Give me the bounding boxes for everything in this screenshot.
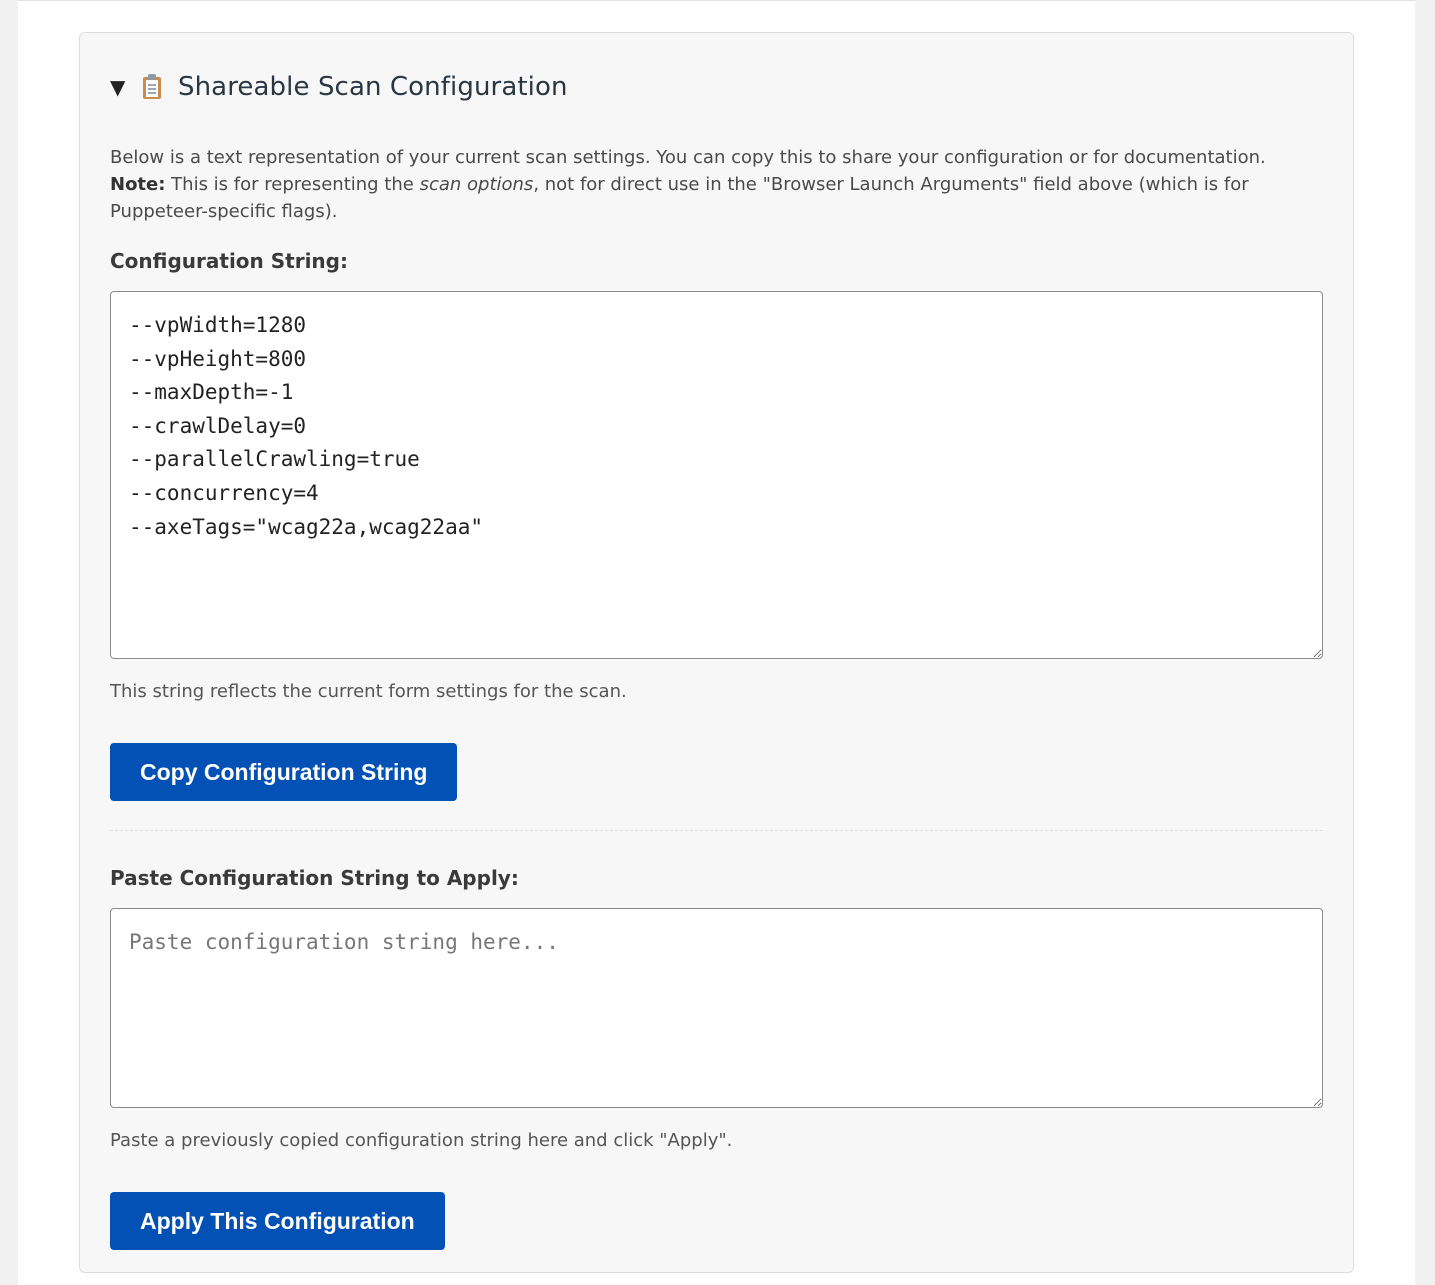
page: [18, 0, 1415, 1285]
apply-config-button[interactable]: Apply This Configuration: [110, 1192, 445, 1250]
section-description: [110, 144, 1325, 225]
section-summary-toggle[interactable]: [110, 69, 568, 105]
description-text: , not for direct use in the "Browser Launch Arguments" field above (which is for Puppeteer-specific flags).: [110, 174, 1249, 222]
description-text: Below is a text representation of your current scan settings. You can copy this to share your configuration or for documentation.: [110, 147, 1266, 168]
description-emphasis: scan options: [419, 174, 534, 195]
description-text: This is for representing the: [165, 174, 420, 195]
paste-config-label: Paste Configuration String to Apply:: [110, 866, 519, 890]
copy-config-button[interactable]: Copy Configuration String: [110, 743, 457, 801]
config-string-help: This string reflects the current form settings for the scan.: [110, 681, 627, 702]
section-title: Shareable Scan Configuration: [178, 72, 568, 102]
note-label: Note:: [110, 174, 166, 195]
config-string-textarea[interactable]: [110, 291, 1323, 659]
paste-config-textarea[interactable]: [110, 908, 1323, 1108]
divider: [110, 830, 1323, 831]
paste-config-help: Paste a previously copied configuration string here and click "Apply".: [110, 1130, 733, 1151]
config-string-label: Configuration String:: [110, 249, 348, 273]
config-details-panel: [79, 32, 1354, 1273]
clipboard-icon: [142, 74, 162, 100]
disclosure-triangle-icon: ▼: [110, 75, 126, 99]
